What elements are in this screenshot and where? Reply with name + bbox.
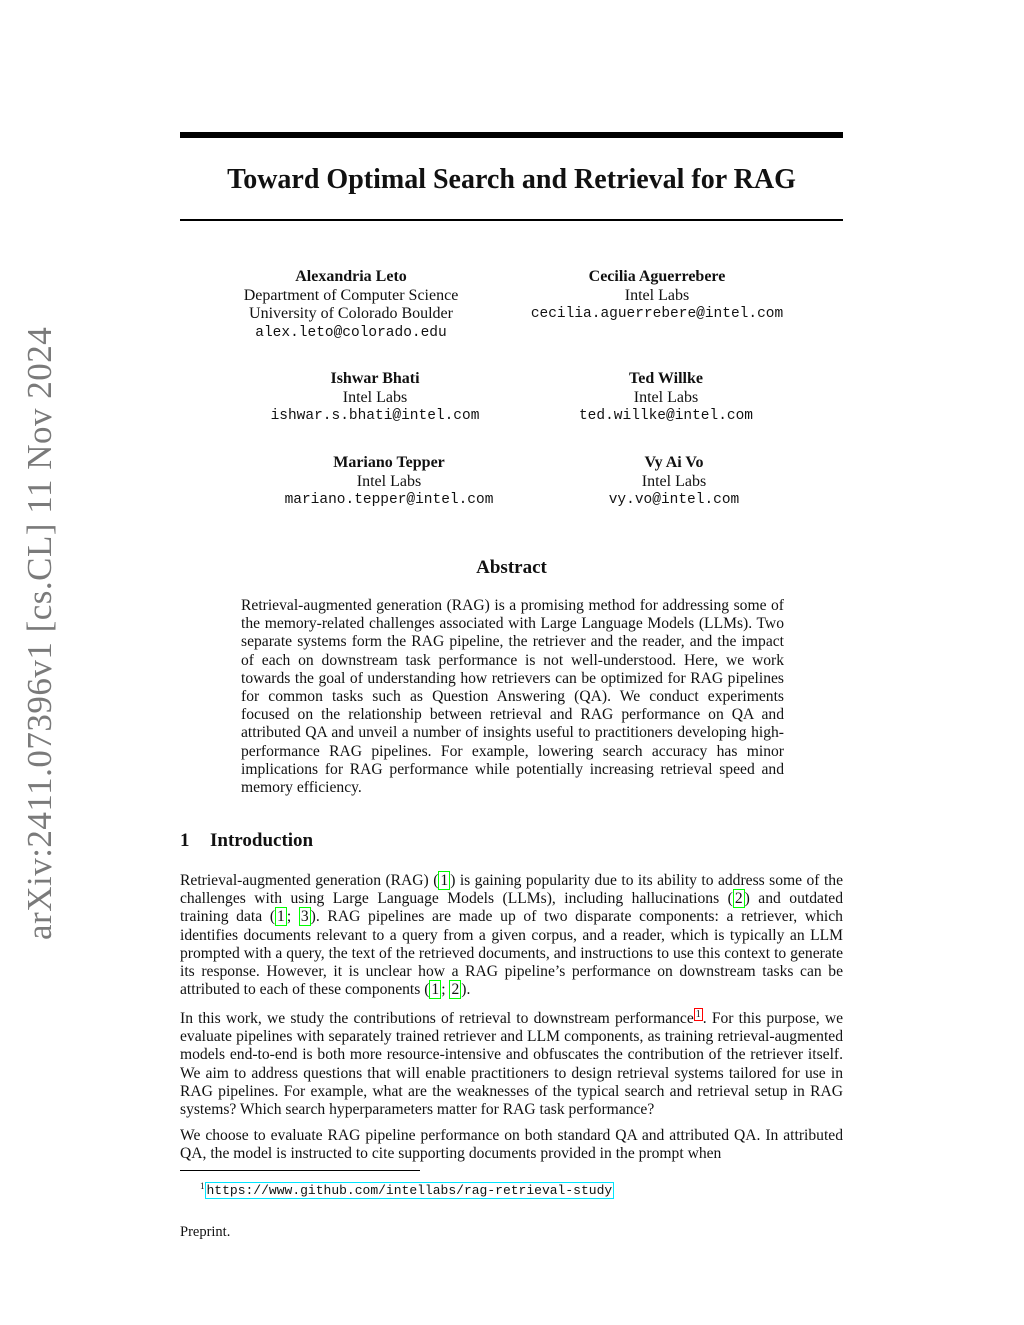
author-institution: University of Colorado Boulder (249, 305, 453, 322)
author-affiliation: Intel Labs (342, 388, 408, 406)
author-block-tepper (229, 454, 549, 510)
text-run: ) and outdated training data ( (180, 890, 843, 926)
text-run: ; (286, 908, 299, 926)
author-block-bhati (215, 370, 535, 426)
intro-paragraph-1 (180, 872, 843, 999)
footnote (200, 1176, 614, 1201)
citation-link[interactable]: 2 (734, 890, 743, 908)
intro-paragraph-3: We choose to evaluate RAG pipeline performance on both standard QA and attributed QA. In attributed QA, the model is instructed to cite supporting documents provided in the prompt when (180, 1127, 843, 1163)
section-heading-introduction (180, 829, 843, 853)
text-run: ). (461, 981, 471, 999)
text-run: ). RAG pipelines are made up of two disparate components: a retriever, which identifies documents relevant to a query from a given corpus, and a reader, which is typically an LLM prompted with a query, the text of the retrieved documents, and instructions to use this context to generate its response. However, it is unclear how a RAG pipeline’s performance on downstream tasks can be attributed to each of these components ( (180, 908, 843, 999)
section-title: Introduction (210, 830, 314, 851)
author-name: Alexandria Leto (295, 268, 407, 285)
author-email[interactable]: alex.leto@colorado.edu (255, 324, 447, 341)
footnote-url-link[interactable]: https://www.github.com/intellabs/rag-retrieval-study (206, 1183, 613, 1199)
citation-link[interactable]: 1 (440, 872, 449, 889)
author-block-vo (514, 454, 834, 510)
author-email[interactable]: cecilia.aguerrebere@intel.com (530, 306, 784, 322)
author-affiliation: Intel Labs (633, 388, 699, 406)
text-run: Retrieval-augmented generation (RAG) ( (180, 872, 439, 889)
arxiv-identifier[interactable]: arXiv:2411.07396v1 [cs.CL] 11 Nov 2024 (20, 326, 59, 940)
citation-link[interactable]: 2 (451, 981, 460, 999)
author-email[interactable]: vy.vo@intel.com (608, 492, 740, 508)
author-affiliation: Department of Computer Science (243, 286, 459, 304)
title-top-rule (180, 132, 843, 138)
title-bottom-rule (180, 219, 843, 221)
author-affiliation: Intel Labs (624, 286, 690, 304)
intro-paragraph-2 (180, 1010, 843, 1119)
author-name: Mariano Tepper (333, 454, 445, 471)
author-block-leto (191, 268, 511, 342)
citation-link[interactable]: 1 (277, 908, 285, 926)
footnote-reference[interactable]: 1 (695, 1008, 701, 1020)
author-email[interactable]: mariano.tepper@intel.com (284, 492, 494, 508)
citation-link[interactable]: 3 (300, 908, 309, 926)
author-email[interactable]: ted.willke@intel.com (578, 408, 754, 424)
author-name: Cecilia Aguerrebere (588, 268, 726, 285)
author-affiliation: Intel Labs (356, 472, 422, 490)
section-number: 1 (180, 830, 190, 851)
author-email[interactable]: ishwar.s.bhati@intel.com (270, 408, 480, 424)
text-run: In this work, we study the contributions of retrieval to downstream performance (180, 1010, 694, 1027)
author-name: Ted Willke (629, 370, 703, 387)
abstract-text: Retrieval-augmented generation (RAG) is a promising method for addressing some of the memory-related challenges associated with Large Language Models (LLMs). Two separate systems form the RAG pipeline, the retriever and the reader, and the impact of each on downstream task performance is not well-understood. Here, we work towards the goal of understanding how retrievers can be optimized for RAG pipelines for common tasks such as Question Answering (QA). We conduct experiments focused on the relationship between retrieval and RAG performance on QA and attributed QA and unveil a number of insights useful to practitioners developing high-performance RAG pipelines. For example, lowering search accuracy has minor implications for RAG performance while potentially increasing retrieval speed and memory efficiency. (241, 597, 784, 797)
text-run: . For this purpose, we evaluate pipelines with separately trained retriever and LLM components, as training retrieval-augmented models end-to-end is both more resource-intensive and obfuscates the contribution of the retriever itself. We aim to address questions that will enable practitioners to design retrieval systems tailored for use in RAG pipelines. For example, what are the weaknesses of the typical search and retrieval setup in RAG systems? Which search hyperparameters matter for RAG task performance? (180, 1010, 844, 1119)
author-block-willke (506, 370, 826, 426)
abstract-heading: Abstract (476, 557, 547, 578)
footnote-marker: 1 (200, 1181, 205, 1191)
preprint-label: Preprint. (180, 1224, 231, 1240)
footnote-rule (180, 1170, 420, 1171)
author-name: Vy Ai Vo (644, 454, 704, 471)
author-block-aguerrebere (497, 268, 817, 324)
paper-title: Toward Optimal Search and Retrieval for RAG (227, 164, 796, 195)
citation-link[interactable]: 1 (431, 981, 440, 999)
text-run: ) is gaining popularity due to its ability to address some of the challenges with using Large Language Models (LLMs), including hallucinations ( (180, 872, 843, 908)
text-run: ; (441, 981, 450, 999)
author-affiliation: Intel Labs (641, 472, 707, 490)
author-name: Ishwar Bhati (330, 370, 420, 387)
